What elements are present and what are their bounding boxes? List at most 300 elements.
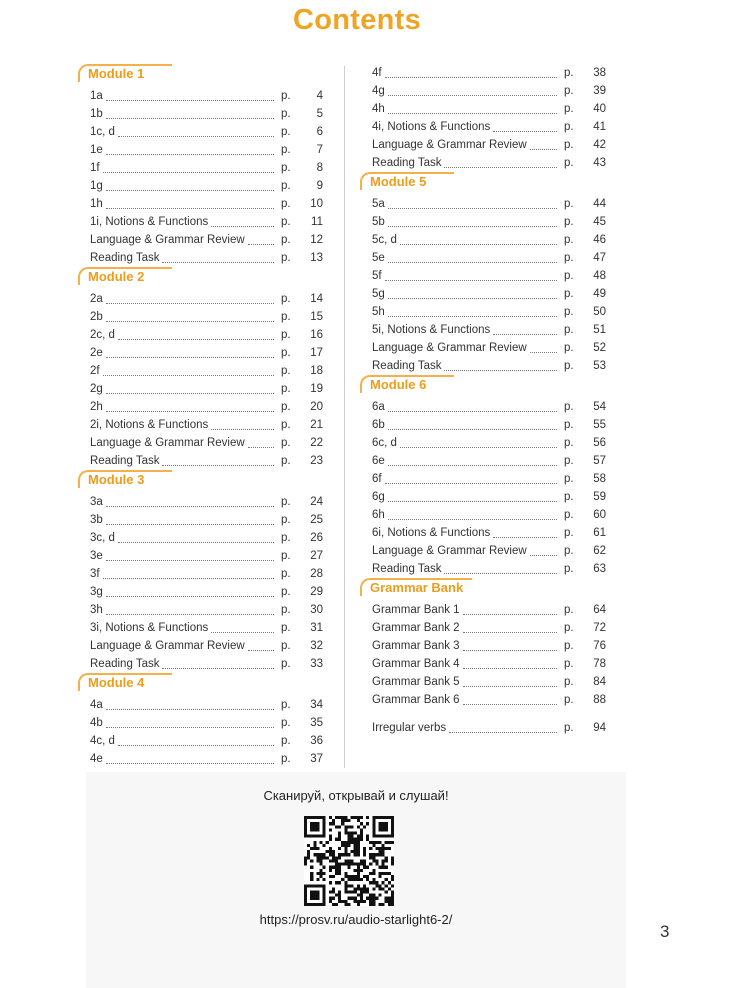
dot-leader xyxy=(444,157,557,168)
module-heading xyxy=(78,64,323,86)
toc-entry-label: Grammar Bank 1 xyxy=(372,604,460,616)
toc-page-number: 9 xyxy=(316,180,323,192)
page-abbrev: p. xyxy=(281,383,291,395)
page-abbrev: p. xyxy=(281,347,291,359)
toc-page-number: 11 xyxy=(311,216,323,228)
toc-entry-label: Language & Grammar Review xyxy=(90,234,245,246)
page-abbrev: p. xyxy=(564,103,574,115)
module-heading-label: Grammar Bank xyxy=(370,580,464,595)
toc-entry[interactable] xyxy=(78,362,323,380)
page-abbrev: p. xyxy=(281,216,291,228)
page-abbrev: p. xyxy=(281,162,291,174)
toc-entry-label: Reading Task xyxy=(90,455,160,467)
toc-entry[interactable] xyxy=(360,303,606,321)
audio-footer xyxy=(86,772,626,988)
page-abbrev: p. xyxy=(281,108,291,120)
module-heading xyxy=(360,578,606,600)
audio-caption: Сканируй, открывай и слушай! xyxy=(263,788,449,803)
page-abbrev: p. xyxy=(564,288,574,300)
page-abbrev: p. xyxy=(281,640,291,652)
toc-entry-label: 5e xyxy=(372,252,385,264)
dot-leader xyxy=(388,306,557,317)
toc-entry[interactable] xyxy=(360,213,606,231)
toc-page-number: 46 xyxy=(593,234,606,246)
toc-entry[interactable] xyxy=(360,542,606,560)
toc-entry-label: 6g xyxy=(372,491,385,503)
toc-entry[interactable] xyxy=(360,488,606,506)
page-number: 3 xyxy=(660,922,670,941)
module-heading-label: Module 6 xyxy=(370,377,427,392)
dot-leader xyxy=(388,509,557,520)
toc-page-number: 55 xyxy=(593,419,606,431)
dot-leader xyxy=(211,216,274,227)
toc-entry-label: 4b xyxy=(90,717,103,729)
toc-entry-label: 6i, Notions & Functions xyxy=(372,527,491,539)
toc-entry-label: 5h xyxy=(372,306,385,318)
toc-entry-label: 4c, d xyxy=(90,735,115,747)
toc-entry[interactable] xyxy=(78,249,323,267)
toc-entry-label: Grammar Bank 4 xyxy=(372,658,460,670)
toc-entry[interactable] xyxy=(360,655,606,673)
dot-leader xyxy=(530,545,557,556)
page-abbrev: p. xyxy=(281,311,291,323)
page-abbrev: p. xyxy=(564,455,574,467)
toc-entry-label: 6f xyxy=(372,473,382,485)
page-abbrev: p. xyxy=(281,514,291,526)
dot-leader xyxy=(444,360,557,371)
toc-entry-label: 1g xyxy=(90,180,103,192)
dot-leader xyxy=(106,604,274,615)
toc-entry[interactable] xyxy=(360,118,606,136)
toc-entry[interactable] xyxy=(78,655,323,673)
toc-page-number: 64 xyxy=(593,604,606,616)
page-abbrev: p. xyxy=(564,545,574,557)
dot-leader xyxy=(162,455,274,466)
toc-page-number: 57 xyxy=(593,455,606,467)
page-abbrev: p. xyxy=(281,198,291,210)
dot-leader xyxy=(463,604,557,615)
toc-entry[interactable] xyxy=(78,141,323,159)
toc-entry[interactable] xyxy=(360,434,606,452)
toc-entry-label: Reading Task xyxy=(372,360,442,372)
toc-page-number: 10 xyxy=(310,198,323,210)
toc-page-number: 60 xyxy=(593,509,606,521)
toc-page-number: 52 xyxy=(593,342,606,354)
toc-page-number: 42 xyxy=(593,139,606,151)
dot-leader xyxy=(106,347,274,358)
module-heading-label: Module 1 xyxy=(88,66,145,81)
dot-leader xyxy=(385,270,557,281)
toc-entry-label: Language & Grammar Review xyxy=(372,342,527,354)
page-abbrev: p. xyxy=(281,455,291,467)
page-abbrev: p. xyxy=(564,509,574,521)
dot-leader xyxy=(248,234,274,245)
dot-leader xyxy=(449,722,557,733)
toc-entry-label: 4a xyxy=(90,699,103,711)
toc-entry-label: Irregular verbs xyxy=(372,722,447,734)
dot-leader xyxy=(106,753,274,764)
page-abbrev: p. xyxy=(281,604,291,616)
toc-entry-label: 4f xyxy=(372,67,382,79)
dot-leader xyxy=(106,550,274,561)
toc-page-number: 41 xyxy=(593,121,606,133)
dot-leader xyxy=(388,401,557,412)
toc-entry[interactable] xyxy=(78,696,323,714)
toc-page-number: 78 xyxy=(593,658,606,670)
dot-leader xyxy=(463,622,557,633)
toc-page-number: 49 xyxy=(593,288,606,300)
dot-leader xyxy=(248,640,274,651)
page-abbrev: p. xyxy=(564,491,574,503)
page-abbrev: p. xyxy=(564,198,574,210)
toc-entry[interactable] xyxy=(360,637,606,655)
toc-entry-label: 1b xyxy=(90,108,103,120)
page-abbrev: p. xyxy=(564,563,574,575)
toc-entry-label: Language & Grammar Review xyxy=(90,437,245,449)
toc-entry[interactable] xyxy=(78,565,323,583)
toc-entry-label: Grammar Bank 2 xyxy=(372,622,460,634)
page-abbrev: p. xyxy=(564,216,574,228)
dot-leader xyxy=(493,121,557,132)
page-abbrev: p. xyxy=(564,139,574,151)
dot-leader xyxy=(106,180,274,191)
page-abbrev: p. xyxy=(564,640,574,652)
toc-page-number: 33 xyxy=(310,658,323,670)
toc-entry-label: 6b xyxy=(372,419,385,431)
toc-entry[interactable] xyxy=(78,123,323,141)
page-abbrev: p. xyxy=(281,252,291,264)
dot-leader xyxy=(162,658,274,669)
dot-leader xyxy=(530,342,557,353)
toc-page-number: 61 xyxy=(593,527,606,539)
toc-page-number: 88 xyxy=(593,694,606,706)
toc-entry[interactable] xyxy=(78,547,323,565)
toc-entry-label: Language & Grammar Review xyxy=(372,545,527,557)
toc-entry[interactable] xyxy=(78,344,323,362)
page-abbrev: p. xyxy=(281,699,291,711)
page-abbrev: p. xyxy=(564,342,574,354)
toc-entry[interactable] xyxy=(360,470,606,488)
toc-entry[interactable] xyxy=(360,231,606,249)
dot-leader xyxy=(388,252,557,263)
toc-entry-label: Reading Task xyxy=(90,252,160,264)
module-heading xyxy=(360,172,606,194)
toc-page-number: 47 xyxy=(593,252,606,264)
page-abbrev: p. xyxy=(564,306,574,318)
spacer xyxy=(360,709,606,719)
toc-entry[interactable] xyxy=(78,511,323,529)
toc-entry-label: 2g xyxy=(90,383,103,395)
dot-leader xyxy=(211,419,274,430)
toc-page-number: 84 xyxy=(593,676,606,688)
page-abbrev: p. xyxy=(564,604,574,616)
toc-page-number: 43 xyxy=(593,157,606,169)
dot-leader xyxy=(106,717,274,728)
toc-entry[interactable] xyxy=(78,290,323,308)
toc-entry[interactable] xyxy=(360,267,606,285)
module-heading xyxy=(78,673,323,695)
dot-leader xyxy=(106,198,274,209)
toc-entry-label: 3i, Notions & Functions xyxy=(90,622,209,634)
toc-page-number: 48 xyxy=(593,270,606,282)
page-abbrev: p. xyxy=(281,658,291,670)
toc-entry-label: Reading Task xyxy=(372,157,442,169)
toc-page-number: 19 xyxy=(310,383,323,395)
toc-right-column xyxy=(360,64,606,737)
dot-leader xyxy=(118,329,274,340)
toc-page-number: 72 xyxy=(593,622,606,634)
toc-entry-label: 5i, Notions & Functions xyxy=(372,324,491,336)
toc-entry-label: 4h xyxy=(372,103,385,115)
toc-page-number: 5 xyxy=(316,108,323,120)
toc-entry-label: 3e xyxy=(90,550,103,562)
toc-page-number: 25 xyxy=(310,514,323,526)
toc-page-number: 40 xyxy=(593,103,606,115)
toc-entry[interactable] xyxy=(360,619,606,637)
dot-leader xyxy=(388,455,557,466)
dot-leader xyxy=(106,311,274,322)
toc-entry[interactable] xyxy=(78,714,323,732)
toc-entry-label: 2h xyxy=(90,401,103,413)
toc-entry[interactable] xyxy=(360,416,606,434)
toc-page-number: 51 xyxy=(593,324,606,336)
toc-entry-label: 5c, d xyxy=(372,234,397,246)
module-heading-label: Module 2 xyxy=(88,269,145,284)
toc-entry-label: 5a xyxy=(372,198,385,210)
toc-entry[interactable] xyxy=(78,159,323,177)
dot-leader xyxy=(103,365,274,376)
page-abbrev: p. xyxy=(281,126,291,138)
toc-entry-label: 6a xyxy=(372,401,385,413)
toc-entry[interactable] xyxy=(360,601,606,619)
toc-page-number: 59 xyxy=(593,491,606,503)
dot-leader xyxy=(106,108,274,119)
toc-entry-label: 6c, d xyxy=(372,437,397,449)
module-heading-label: Module 3 xyxy=(88,472,145,487)
toc-entry[interactable] xyxy=(78,326,323,344)
toc-page-number: 44 xyxy=(593,198,606,210)
dot-leader xyxy=(530,139,557,150)
toc-entry[interactable] xyxy=(78,750,323,768)
toc-entry-label: 3h xyxy=(90,604,103,616)
toc-entry-label: 1e xyxy=(90,144,103,156)
page-abbrev: p. xyxy=(281,622,291,634)
toc-entry[interactable] xyxy=(78,87,323,105)
toc-entry[interactable] xyxy=(78,583,323,601)
page-abbrev: p. xyxy=(281,180,291,192)
toc-entry[interactable] xyxy=(78,416,323,434)
toc-entry[interactable] xyxy=(360,339,606,357)
dot-leader xyxy=(103,568,274,579)
dot-leader xyxy=(106,144,274,155)
toc-page-number: 18 xyxy=(310,365,323,377)
toc-entry[interactable] xyxy=(78,177,323,195)
toc-entry[interactable] xyxy=(78,195,323,213)
toc-entry-label: 1c, d xyxy=(90,126,115,138)
page-abbrev: p. xyxy=(564,270,574,282)
toc-entry-label: 4e xyxy=(90,753,103,765)
toc-entry[interactable] xyxy=(360,249,606,267)
toc-entry-label: 2c, d xyxy=(90,329,115,341)
toc-entry[interactable] xyxy=(360,673,606,691)
toc-page-number: 76 xyxy=(593,640,606,652)
dot-leader xyxy=(388,85,557,96)
toc-entry-label: 3c, d xyxy=(90,532,115,544)
toc-entry[interactable] xyxy=(78,434,323,452)
dot-leader xyxy=(463,640,557,651)
toc-entry[interactable] xyxy=(78,105,323,123)
toc-page-number: 22 xyxy=(310,437,323,449)
dot-leader xyxy=(106,401,274,412)
toc-entry-label: 2b xyxy=(90,311,103,323)
toc-page-number: 16 xyxy=(310,329,323,341)
page-abbrev: p. xyxy=(564,121,574,133)
dot-leader xyxy=(388,216,557,227)
toc-page-number: 56 xyxy=(593,437,606,449)
page-abbrev: p. xyxy=(281,144,291,156)
page-abbrev: p. xyxy=(281,717,291,729)
module-heading-label: Module 4 xyxy=(88,675,145,690)
page-abbrev: p. xyxy=(564,437,574,449)
toc-page-number: 30 xyxy=(310,604,323,616)
toc-entry[interactable] xyxy=(78,529,323,547)
toc-entry-label: 5b xyxy=(372,216,385,228)
toc-entry[interactable] xyxy=(78,308,323,326)
dot-leader xyxy=(106,90,274,101)
toc-page-number: 12 xyxy=(310,234,323,246)
toc-entry[interactable] xyxy=(360,524,606,542)
toc-entry[interactable] xyxy=(78,231,323,249)
toc-entry[interactable] xyxy=(360,357,606,375)
toc-entry-label: 2e xyxy=(90,347,103,359)
toc-entry[interactable] xyxy=(360,154,606,172)
toc-page-number: 13 xyxy=(310,252,323,264)
toc-page-number: 6 xyxy=(316,126,323,138)
dot-leader xyxy=(106,586,274,597)
toc-entry-label: 3f xyxy=(90,568,100,580)
toc-entry[interactable] xyxy=(360,195,606,213)
page-abbrev: p. xyxy=(564,67,574,79)
page-abbrev: p. xyxy=(564,527,574,539)
toc-entry[interactable] xyxy=(78,380,323,398)
module-heading xyxy=(78,470,323,492)
dot-leader xyxy=(388,491,557,502)
page-abbrev: p. xyxy=(564,324,574,336)
page-abbrev: p. xyxy=(281,293,291,305)
toc-entry-label: 4i, Notions & Functions xyxy=(372,121,491,133)
toc-entry[interactable] xyxy=(360,285,606,303)
toc-page-number: 32 xyxy=(310,640,323,652)
toc-entry[interactable] xyxy=(360,398,606,416)
toc-entry-label: 4g xyxy=(372,85,385,97)
toc-entry[interactable] xyxy=(78,452,323,470)
toc-entry[interactable] xyxy=(78,732,323,750)
page-title: Contents xyxy=(292,4,422,36)
toc-entry[interactable] xyxy=(360,100,606,118)
toc-entry[interactable] xyxy=(360,506,606,524)
toc-entry-label: 2i, Notions & Functions xyxy=(90,419,209,431)
toc-entry[interactable] xyxy=(360,82,606,100)
audio-url[interactable]: https://prosv.ru/audio-starlight6-2/ xyxy=(259,912,453,927)
dot-leader xyxy=(106,514,274,525)
toc-entry-label: 1f xyxy=(90,162,100,174)
toc-left-column xyxy=(78,64,323,768)
toc-page-number: 94 xyxy=(593,722,606,734)
page-abbrev: p. xyxy=(281,753,291,765)
dot-leader xyxy=(400,437,557,448)
dot-leader xyxy=(106,293,274,304)
page-abbrev: p. xyxy=(281,586,291,598)
toc-page-number: 4 xyxy=(316,90,323,102)
toc-entry[interactable] xyxy=(78,213,323,231)
toc-page-number: 20 xyxy=(310,401,323,413)
toc-entry[interactable] xyxy=(78,601,323,619)
toc-page-number: 53 xyxy=(593,360,606,372)
dot-leader xyxy=(493,324,557,335)
toc-page-number: 54 xyxy=(593,401,606,413)
toc-page-number: 15 xyxy=(310,311,323,323)
column-divider xyxy=(344,66,345,768)
toc-entry[interactable] xyxy=(360,560,606,578)
dot-leader xyxy=(388,419,557,430)
toc-page-number: 23 xyxy=(310,455,323,467)
dot-leader xyxy=(385,473,557,484)
toc-page-number: 35 xyxy=(310,717,323,729)
page-abbrev: p. xyxy=(281,234,291,246)
toc-page-number: 14 xyxy=(310,293,323,305)
toc-entry[interactable] xyxy=(360,64,606,82)
toc-page-number: 27 xyxy=(310,550,323,562)
module-heading xyxy=(78,267,323,289)
toc-entry-label: 5g xyxy=(372,288,385,300)
page-abbrev: p. xyxy=(564,401,574,413)
toc-entry[interactable] xyxy=(360,452,606,470)
toc-entry[interactable] xyxy=(78,619,323,637)
toc-page-number: 37 xyxy=(310,753,323,765)
qr-code-icon[interactable] xyxy=(304,816,394,906)
toc-page-number: 29 xyxy=(310,586,323,598)
page-abbrev: p. xyxy=(564,722,574,734)
dot-leader xyxy=(388,288,557,299)
toc-entry-label: 6e xyxy=(372,455,385,467)
dot-leader xyxy=(106,496,274,507)
toc-entry[interactable] xyxy=(360,691,606,709)
toc-entry-label: Language & Grammar Review xyxy=(90,640,245,652)
toc-entry[interactable] xyxy=(360,136,606,154)
toc-page-number: 39 xyxy=(593,85,606,97)
page-abbrev: p. xyxy=(281,496,291,508)
dot-leader xyxy=(162,252,274,263)
toc-entry[interactable] xyxy=(360,321,606,339)
toc-entry[interactable] xyxy=(360,719,606,737)
toc-entry-label: 6h xyxy=(372,509,385,521)
toc-entry[interactable] xyxy=(78,637,323,655)
toc-entry-label: Grammar Bank 3 xyxy=(372,640,460,652)
toc-entry-label: Reading Task xyxy=(372,563,442,575)
toc-page-number: 21 xyxy=(310,419,323,431)
page-abbrev: p. xyxy=(281,90,291,102)
dot-leader xyxy=(118,126,274,137)
dot-leader xyxy=(248,437,274,448)
toc-page-number: 63 xyxy=(593,563,606,575)
page-abbrev: p. xyxy=(564,360,574,372)
toc-page-number: 45 xyxy=(593,216,606,228)
dot-leader xyxy=(463,658,557,669)
page-abbrev: p. xyxy=(281,401,291,413)
toc-entry[interactable] xyxy=(78,493,323,511)
toc-page-number: 17 xyxy=(310,347,323,359)
toc-entry[interactable] xyxy=(78,398,323,416)
